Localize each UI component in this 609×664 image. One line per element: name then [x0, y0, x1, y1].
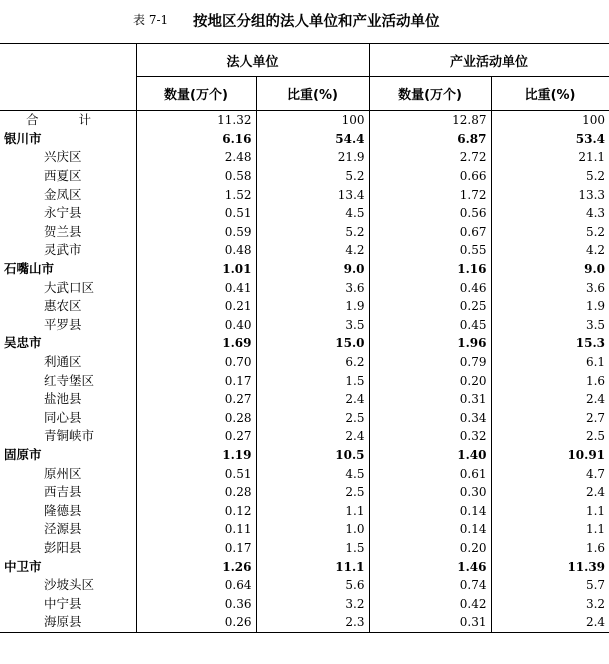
- legal-count-cell: 0.26: [136, 613, 256, 632]
- table-row: [0, 409, 609, 428]
- legal-share-cell: 4.5: [256, 204, 369, 223]
- activity-count-cell: 1.46: [369, 557, 491, 576]
- region-name-cell: 惠农区: [44, 298, 82, 314]
- legal-count-cell: 1.01: [136, 260, 256, 279]
- table-caption: [0, 10, 609, 32]
- activity-share-cell: 2.5: [491, 427, 609, 446]
- activity-share-cell: 4.3: [491, 204, 609, 223]
- activity-share-cell: 1.6: [491, 371, 609, 390]
- legal-count-cell: 0.59: [136, 223, 256, 242]
- region-name-cell: 沙坡头区: [44, 577, 95, 593]
- legal-count-cell: 1.26: [136, 557, 256, 576]
- table-title: 按地区分组的法人单位和产业活动单位: [193, 14, 440, 30]
- activity-count-cell: 0.79: [369, 353, 491, 372]
- activity-count-cell: 1.72: [369, 185, 491, 204]
- activity-share-cell: 5.2: [491, 223, 609, 242]
- activity-count-cell: 0.46: [369, 278, 491, 297]
- activity-share-cell: 2.7: [491, 409, 609, 428]
- legal-share-cell: 54.4: [256, 130, 369, 149]
- region-name-cell: 合 计: [0, 111, 136, 130]
- table-row: [0, 557, 609, 576]
- table-row: [0, 353, 609, 372]
- legal-count-cell: 0.48: [136, 241, 256, 260]
- table-row: [0, 539, 609, 558]
- activity-share-cell: 1.1: [491, 520, 609, 539]
- activity-count-cell: 0.56: [369, 204, 491, 223]
- activity-share-cell: 11.39: [491, 557, 609, 576]
- activity-share-cell: 15.3: [491, 334, 609, 353]
- legal-count-cell: 0.27: [136, 427, 256, 446]
- table-row: [0, 130, 609, 149]
- activity-count-cell: 0.61: [369, 464, 491, 483]
- table-row: [0, 594, 609, 613]
- legal-share-cell: 100: [256, 111, 369, 130]
- region-name-cell: 海原县: [0, 613, 136, 632]
- table-row: [0, 390, 609, 409]
- activity-share-cell: 4.2: [491, 241, 609, 260]
- legal-count-cell: 0.41: [136, 278, 256, 297]
- legal-count-cell: 0.28: [136, 483, 256, 502]
- legal-count-cell: 0.12: [136, 501, 256, 520]
- activity-count-cell: 2.72: [369, 148, 491, 167]
- region-name-cell: 大武口区: [44, 279, 95, 295]
- region-name-cell: 中卫市: [4, 558, 42, 574]
- activity-count-cell: 0.25: [369, 297, 491, 316]
- table-row: [0, 501, 609, 520]
- table-row: [0, 223, 609, 242]
- table-row: [0, 167, 609, 186]
- region-name-cell: 中宁县: [44, 595, 82, 611]
- legal-share-cell: 6.2: [256, 353, 369, 372]
- legal-share-cell: 9.0: [256, 260, 369, 279]
- activity-share-cell: 21.1: [491, 148, 609, 167]
- activity-share-cell: 3.2: [491, 594, 609, 613]
- activity-count-cell: 1.40: [369, 446, 491, 465]
- region-name-cell: 金凤区: [44, 186, 82, 202]
- table-row: [0, 297, 609, 316]
- table-number: 表 7-1: [133, 13, 169, 27]
- legal-count-cell: 0.28: [136, 409, 256, 428]
- activity-share-cell: 6.1: [491, 353, 609, 372]
- legal-share-cell: 2.5: [256, 483, 369, 502]
- header-legal-units: 法人单位: [136, 44, 369, 77]
- legal-count-cell: 0.27: [136, 390, 256, 409]
- region-name-cell: 贺兰县: [44, 223, 82, 239]
- table-row: [0, 576, 609, 595]
- table-row: [0, 185, 609, 204]
- activity-share-cell: 9.0: [491, 260, 609, 279]
- legal-share-cell: 4.2: [256, 241, 369, 260]
- table-row: [0, 316, 609, 335]
- table-row: [0, 613, 609, 632]
- activity-share-cell: 53.4: [491, 130, 609, 149]
- legal-share-cell: 1.0: [256, 520, 369, 539]
- header-activity-count: 数量(万个): [369, 77, 491, 111]
- legal-share-cell: 10.5: [256, 446, 369, 465]
- legal-share-cell: 1.1: [256, 501, 369, 520]
- legal-count-cell: 0.21: [136, 297, 256, 316]
- activity-count-cell: 0.67: [369, 223, 491, 242]
- region-name-cell: 永宁县: [44, 205, 82, 221]
- table-row: [0, 464, 609, 483]
- legal-share-cell: 3.2: [256, 594, 369, 613]
- legal-count-cell: 0.51: [136, 204, 256, 223]
- legal-share-cell: 5.2: [256, 223, 369, 242]
- legal-share-cell: 2.3: [256, 613, 369, 632]
- table-body: [0, 111, 609, 633]
- region-header-blank: [0, 44, 136, 111]
- region-name-cell: 西吉县: [44, 484, 82, 500]
- table-row: [0, 278, 609, 297]
- table-row: [0, 241, 609, 260]
- activity-count-cell: 1.16: [369, 260, 491, 279]
- legal-count-cell: 0.64: [136, 576, 256, 595]
- activity-count-cell: 0.20: [369, 371, 491, 390]
- legal-share-cell: 2.4: [256, 390, 369, 409]
- table-row: [0, 148, 609, 167]
- legal-count-cell: 6.16: [136, 130, 256, 149]
- legal-count-cell: 11.32: [136, 111, 256, 130]
- region-name-cell: 兴庆区: [44, 149, 82, 165]
- activity-count-cell: 0.31: [369, 390, 491, 409]
- legal-count-cell: 0.70: [136, 353, 256, 372]
- activity-count-cell: 0.45: [369, 316, 491, 335]
- header-activity-share: 比重(%): [491, 77, 609, 111]
- activity-count-cell: 1.96: [369, 334, 491, 353]
- activity-share-cell: 3.6: [491, 278, 609, 297]
- legal-share-cell: 4.5: [256, 464, 369, 483]
- activity-share-cell: 2.4: [491, 613, 609, 632]
- legal-share-cell: 21.9: [256, 148, 369, 167]
- activity-count-cell: 0.74: [369, 576, 491, 595]
- region-name-cell: 青铜峡市: [44, 428, 95, 444]
- legal-count-cell: 0.40: [136, 316, 256, 335]
- legal-count-cell: 0.17: [136, 539, 256, 558]
- activity-share-cell: 10.91: [491, 446, 609, 465]
- header-legal-share: 比重(%): [256, 77, 369, 111]
- legal-share-cell: 15.0: [256, 334, 369, 353]
- region-units-table: [0, 43, 609, 633]
- legal-share-cell: 2.4: [256, 427, 369, 446]
- legal-share-cell: 1.5: [256, 539, 369, 558]
- region-name-cell: 红寺堡区: [44, 372, 95, 388]
- activity-share-cell: 5.2: [491, 167, 609, 186]
- legal-count-cell: 2.48: [136, 148, 256, 167]
- activity-count-cell: 0.66: [369, 167, 491, 186]
- activity-share-cell: 4.7: [491, 464, 609, 483]
- activity-count-cell: 6.87: [369, 130, 491, 149]
- legal-count-cell: 0.17: [136, 371, 256, 390]
- activity-share-cell: 2.4: [491, 390, 609, 409]
- legal-share-cell: 11.1: [256, 557, 369, 576]
- legal-share-cell: 5.6: [256, 576, 369, 595]
- activity-count-cell: 0.14: [369, 520, 491, 539]
- activity-count-cell: 0.20: [369, 539, 491, 558]
- activity-share-cell: 1.1: [491, 501, 609, 520]
- activity-count-cell: 0.32: [369, 427, 491, 446]
- activity-count-cell: 12.87: [369, 111, 491, 130]
- activity-share-cell: 13.3: [491, 185, 609, 204]
- activity-share-cell: 3.5: [491, 316, 609, 335]
- legal-count-cell: 0.51: [136, 464, 256, 483]
- legal-share-cell: 13.4: [256, 185, 369, 204]
- activity-share-cell: 100: [491, 111, 609, 130]
- header-activity-units: 产业活动单位: [369, 44, 609, 77]
- region-name-cell: 西夏区: [44, 168, 82, 184]
- activity-share-cell: 1.9: [491, 297, 609, 316]
- table-row: [0, 520, 609, 539]
- activity-share-cell: 5.7: [491, 576, 609, 595]
- activity-count-cell: 0.30: [369, 483, 491, 502]
- region-name-cell: 盐池县: [44, 391, 82, 407]
- activity-count-cell: 0.55: [369, 241, 491, 260]
- region-name-cell: 灵武市: [44, 242, 82, 258]
- legal-count-cell: 0.36: [136, 594, 256, 613]
- header-legal-count: 数量(万个): [136, 77, 256, 111]
- region-name-cell: 原州区: [44, 465, 82, 481]
- activity-share-cell: 2.4: [491, 483, 609, 502]
- region-name-cell: 石嘴山市: [4, 261, 55, 277]
- region-name-cell: 利通区: [44, 354, 82, 370]
- activity-count-cell: 0.31: [369, 613, 491, 632]
- legal-share-cell: 3.5: [256, 316, 369, 335]
- activity-count-cell: 0.34: [369, 409, 491, 428]
- table-row: [0, 446, 609, 465]
- region-name-cell: 平罗县: [44, 316, 82, 332]
- legal-count-cell: 1.69: [136, 334, 256, 353]
- activity-share-cell: 1.6: [491, 539, 609, 558]
- region-name-cell: 银川市: [4, 130, 42, 146]
- legal-share-cell: 5.2: [256, 167, 369, 186]
- table-row: [0, 427, 609, 446]
- region-name-cell: 隆德县: [44, 502, 82, 518]
- region-name-cell: 同心县: [44, 409, 82, 425]
- table-row: [0, 111, 609, 130]
- legal-share-cell: 3.6: [256, 278, 369, 297]
- legal-count-cell: 1.19: [136, 446, 256, 465]
- region-name-cell: 泾源县: [44, 521, 82, 537]
- activity-count-cell: 0.14: [369, 501, 491, 520]
- legal-share-cell: 1.5: [256, 371, 369, 390]
- table-row: [0, 483, 609, 502]
- table-row: [0, 260, 609, 279]
- region-name-cell: 吴忠市: [4, 335, 42, 351]
- legal-count-cell: 0.58: [136, 167, 256, 186]
- legal-count-cell: 1.52: [136, 185, 256, 204]
- table-row: [0, 334, 609, 353]
- legal-share-cell: 2.5: [256, 409, 369, 428]
- table-row: [0, 204, 609, 223]
- activity-count-cell: 0.42: [369, 594, 491, 613]
- table-row: [0, 371, 609, 390]
- region-name-cell: 彭阳县: [44, 539, 82, 555]
- legal-count-cell: 0.11: [136, 520, 256, 539]
- legal-share-cell: 1.9: [256, 297, 369, 316]
- region-name-cell: 固原市: [4, 446, 42, 462]
